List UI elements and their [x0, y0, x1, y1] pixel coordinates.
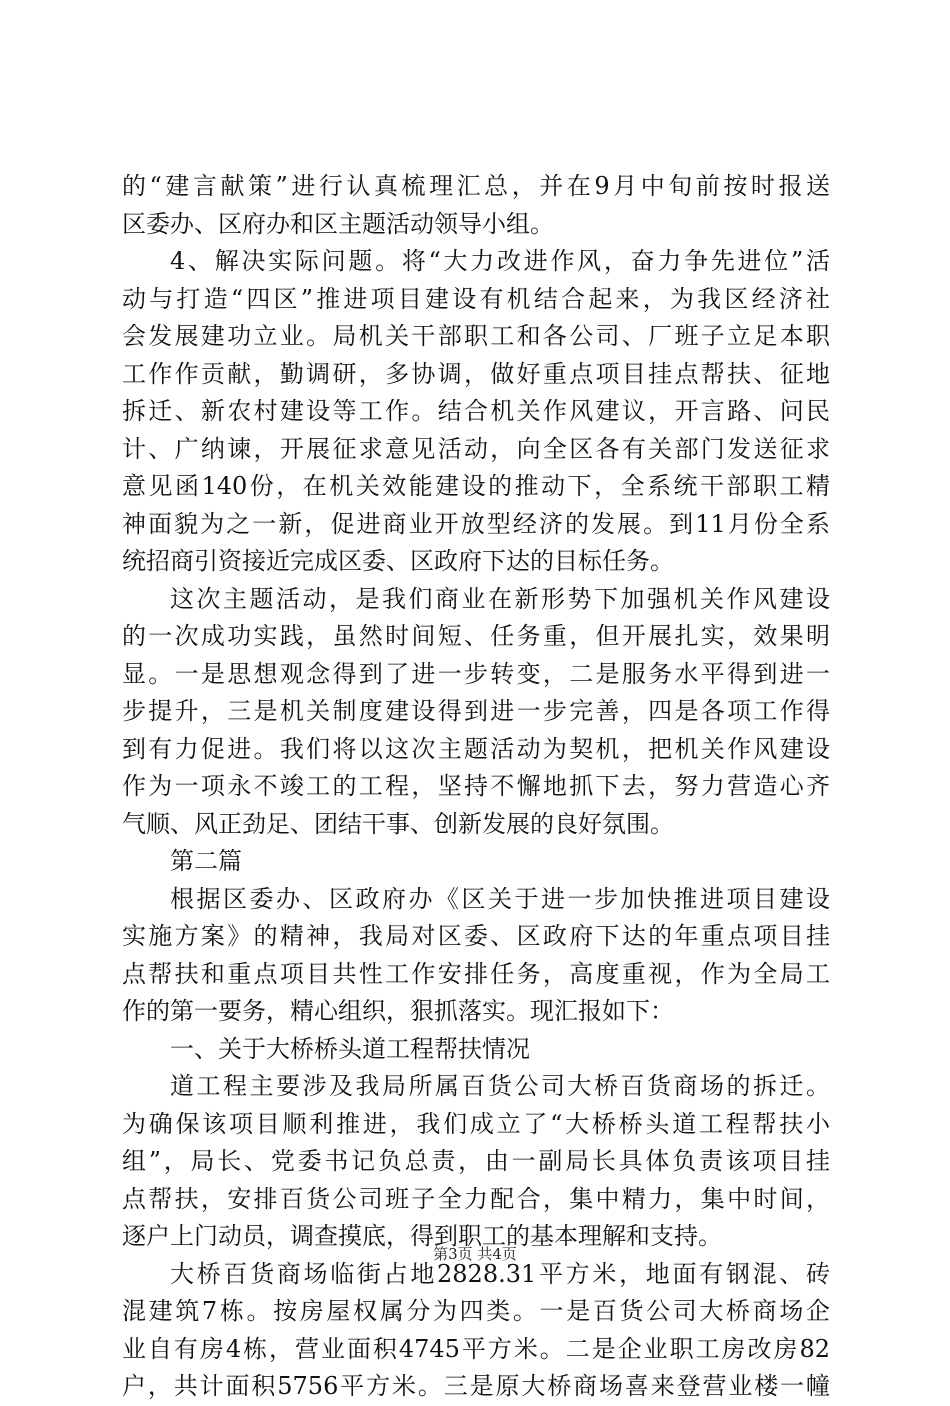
body-text-line: 道工程主要涉及我局所属百货公司大桥百货商场的拆迁。	[170, 1072, 830, 1100]
body-text-line: 的“建言献策”进行认真梳理汇总，并在9月中旬前按时报送	[122, 172, 830, 200]
body-text-line: 混建筑7栋。按房屋权属分为四类。一是百货公司大桥商场企	[122, 1297, 830, 1325]
body-text-line: 区委办、区府办和区主题活动领导小组。	[122, 209, 554, 238]
body-text-line: 户，共计面积5756平方米。三是原大桥商场喜来登营业楼一幢	[122, 1372, 830, 1400]
body-text-line: 4、解决实际问题。将“大力改进作风，奋力争先进位”活	[170, 247, 830, 275]
body-text-line: 显。一是思想观念得到了进一步转变，二是服务水平得到进一	[122, 659, 830, 688]
body-text-line: 到有力促进。我们将以这次主题活动为契机，把机关作风建设	[122, 734, 830, 763]
body-text-line: 神面貌为之一新，促进商业开放型经济的发展。到11月份全系	[122, 509, 830, 538]
section-heading: 一、关于大桥桥头道工程帮扶情况	[170, 1034, 530, 1063]
body-text-line: 实施方案》的精神，我局对区委、区政府下达的年重点项目挂	[122, 922, 830, 950]
body-text-line: 步提升，三是机关制度建设得到进一步完善，四是各项工作得	[122, 697, 830, 725]
body-text-line: 计、广纳谏，开展征求意见活动，向全区各有关部门发送征求	[122, 434, 830, 463]
body-text-line: 拆迁、新农村建设等工作。结合机关作风建议，开言路、问民	[122, 397, 830, 425]
body-text-line: 大桥百货商场临街占地2828.31平方米，地面有钢混、砖	[170, 1259, 830, 1288]
body-text-line: 作的第一要务，精心组织，狠抓落实。现汇报如下：	[122, 997, 674, 1025]
body-text-line: 点帮扶和重点项目共性工作安排任务，高度重视，作为全局工	[122, 959, 830, 988]
body-text-line: 为确保该项目顺利推进，我们成立了“大桥桥头道工程帮扶小	[122, 1109, 830, 1138]
body-text-line: 工作作贡献，勤调研，多协调，做好重点项目挂点帮扶、征地	[122, 359, 830, 388]
document-body	[122, 168, 830, 1406]
page-number-footer: 第3页 共4页	[433, 1245, 517, 1263]
body-text-line: 业自有房4栋，营业面积4745平方米。二是企业职工房改房82	[122, 1334, 830, 1363]
body-text-line: 逐户上门动员，调查摸底，得到职工的基本理解和支持。	[122, 1222, 722, 1250]
body-text-line: 统招商引资接近完成区委、区政府下达的目标任务。	[122, 547, 674, 575]
body-text-line: 的一次成功实践，虽然时间短、任务重，但开展扎实，效果明	[122, 622, 830, 650]
body-text-line: 气顺、风正劲足、团结干事、创新发展的良好氛围。	[122, 809, 674, 838]
body-text-line: 作为一项永不竣工的工程，坚持不懈地抓下去，努力营造心齐	[122, 772, 830, 800]
body-text-line: 组”，局长、党委书记负总责，由一副局长具体负责该项目挂	[122, 1147, 830, 1175]
body-text-line: 会发展建功立业。局机关干部职工和各公司、厂班子立足本职	[122, 322, 830, 350]
section-title: 第二篇	[170, 847, 242, 875]
body-text-line: 点帮扶，安排百货公司班子全力配合，集中精力，集中时间，	[122, 1184, 830, 1213]
body-text-line: 这次主题活动，是我们商业在新形势下加强机关作风建设	[170, 584, 830, 613]
body-text-line: 动与打造“四区”推进项目建设有机结合起来，为我区经济社	[122, 284, 830, 313]
body-text-line: 意见函140份，在机关效能建设的推动下，全系统干部职工精	[122, 472, 830, 500]
body-text-line: 根据区委办、区政府办《区关于进一步加快推进项目建设	[170, 884, 830, 913]
